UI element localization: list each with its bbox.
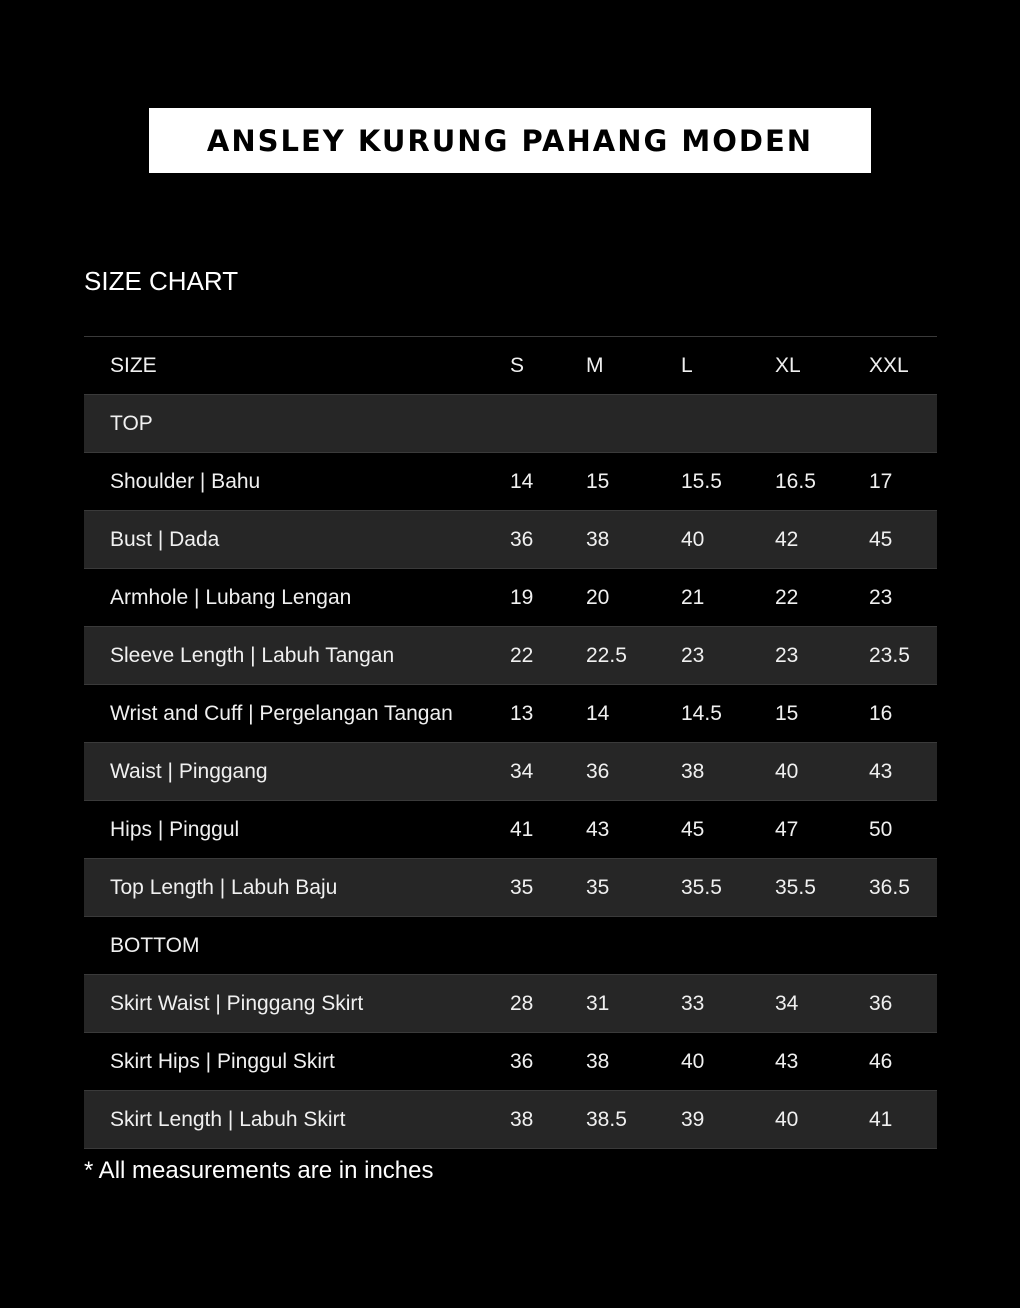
value-xl: 34 [775, 991, 799, 1015]
table-row [84, 685, 937, 743]
value-m: 43 [586, 817, 610, 841]
value-s: 36 [510, 1049, 534, 1073]
value-l: 21 [681, 585, 705, 609]
measurement-label: Skirt Hips | Pinggul Skirt [110, 1049, 335, 1073]
table-row [84, 511, 937, 569]
table-row [84, 975, 937, 1033]
value-s: 19 [510, 585, 534, 609]
section-row-bottom [84, 917, 937, 975]
measurement-label: Waist | Pinggang [110, 759, 268, 783]
table-header-row [84, 337, 937, 395]
value-s: 13 [510, 701, 534, 725]
page-title: ANSLEY KURUNG PAHANG MODEN [206, 123, 814, 158]
value-xxl: 41 [869, 1107, 893, 1131]
table-row [84, 859, 937, 917]
value-l: 33 [681, 991, 705, 1015]
section-heading: SIZE CHART [84, 266, 239, 296]
value-l: 39 [681, 1107, 705, 1131]
size-chart-table [84, 336, 937, 1149]
table-row [84, 743, 937, 801]
measurement-label: Skirt Length | Labuh Skirt [110, 1107, 346, 1131]
value-xl: 40 [775, 1107, 799, 1131]
measurement-label: Sleeve Length | Labuh Tangan [110, 643, 395, 667]
value-xl: 43 [775, 1049, 799, 1073]
measurement-label: Skirt Waist | Pinggang Skirt [110, 991, 364, 1015]
value-m: 31 [586, 991, 610, 1015]
value-m: 14 [586, 701, 610, 725]
value-xxl: 36.5 [869, 875, 910, 899]
value-l: 38 [681, 759, 705, 783]
value-xxl: 36 [869, 991, 893, 1015]
value-xxl: 46 [869, 1049, 893, 1073]
value-m: 35 [586, 875, 610, 899]
measurement-label: Hips | Pinggul [110, 817, 240, 841]
header-cell-xl: XL [775, 353, 801, 377]
section-label-bottom: BOTTOM [110, 933, 200, 957]
section-row-top [84, 395, 937, 453]
value-xl: 16.5 [775, 469, 816, 493]
table-row [84, 627, 937, 685]
value-s: 38 [510, 1107, 534, 1131]
value-xl: 15 [775, 701, 799, 725]
value-m: 36 [586, 759, 610, 783]
header-cell-m: M [586, 353, 604, 377]
value-m: 38 [586, 527, 610, 551]
value-xl: 40 [775, 759, 799, 783]
measurement-label: Top Length | Labuh Baju [110, 875, 338, 899]
value-m: 38.5 [586, 1107, 627, 1131]
value-xxl: 50 [869, 817, 893, 841]
measurement-label: Wrist and Cuff | Pergelangan Tangan [110, 701, 453, 725]
value-xl: 35.5 [775, 875, 816, 899]
value-l: 45 [681, 817, 705, 841]
value-m: 38 [586, 1049, 610, 1073]
table-row [84, 1091, 937, 1149]
value-s: 22 [510, 643, 534, 667]
title-banner [149, 108, 871, 173]
value-m: 15 [586, 469, 610, 493]
value-l: 40 [681, 1049, 705, 1073]
header-cell-s: S [510, 353, 525, 377]
value-s: 35 [510, 875, 534, 899]
table-row [84, 453, 937, 511]
value-l: 15.5 [681, 469, 722, 493]
header-cell-size: SIZE [110, 353, 157, 377]
measurement-label: Bust | Dada [110, 527, 220, 551]
value-l: 23 [681, 643, 705, 667]
value-xxl: 23.5 [869, 643, 910, 667]
header-cell-l: L [681, 353, 693, 377]
measurement-label: Shoulder | Bahu [110, 469, 261, 493]
value-s: 36 [510, 527, 534, 551]
table-row [84, 1033, 937, 1091]
header-cell-xxl: XXL [869, 353, 909, 377]
value-s: 14 [510, 469, 534, 493]
value-m: 22.5 [586, 643, 627, 667]
measurement-label: Armhole | Lubang Lengan [110, 585, 352, 609]
value-xl: 22 [775, 585, 799, 609]
footnote: * All measurements are in inches [84, 1157, 434, 1184]
value-m: 20 [586, 585, 610, 609]
value-xxl: 23 [869, 585, 893, 609]
section-label-top: TOP [110, 411, 153, 435]
value-l: 40 [681, 527, 705, 551]
value-xl: 23 [775, 643, 799, 667]
value-s: 28 [510, 991, 534, 1015]
value-xxl: 43 [869, 759, 893, 783]
table-row [84, 569, 937, 627]
value-l: 35.5 [681, 875, 722, 899]
value-xxl: 16 [869, 701, 893, 725]
value-xxl: 45 [869, 527, 893, 551]
table-row [84, 801, 937, 859]
value-xxl: 17 [869, 469, 893, 493]
value-l: 14.5 [681, 701, 722, 725]
value-s: 41 [510, 817, 534, 841]
value-xl: 42 [775, 527, 799, 551]
value-s: 34 [510, 759, 534, 783]
value-xl: 47 [775, 817, 799, 841]
